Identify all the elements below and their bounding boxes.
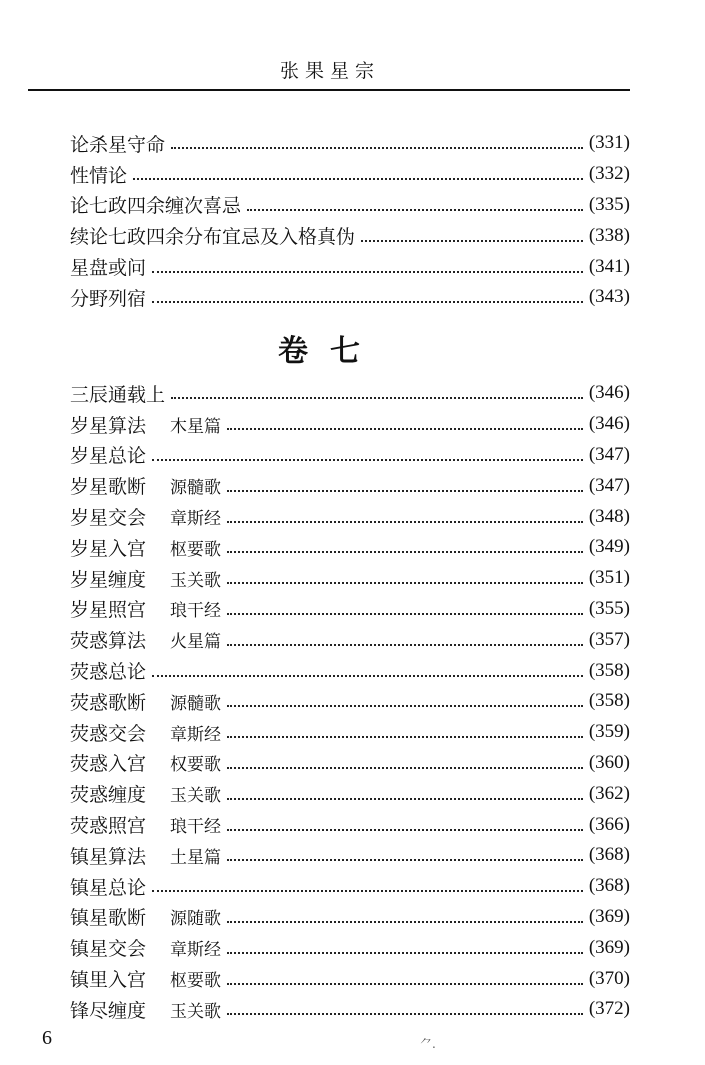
- toc-entry: [70, 624, 630, 655]
- toc-entry: [70, 409, 630, 440]
- toc-entry-subtitle: 源髓歌: [170, 478, 222, 499]
- toc-entry-page-number: (369): [588, 936, 630, 958]
- toc-entry-title: 荧惑歌断: [70, 691, 147, 714]
- toc-entry: [70, 440, 630, 471]
- stray-mark: ⺈.: [420, 1037, 436, 1051]
- dot-leader: [227, 644, 583, 646]
- toc-entry-title: 镇星总论: [70, 876, 147, 899]
- toc-entry: [70, 563, 630, 594]
- toc-entry: [70, 655, 630, 686]
- toc-entry-page-number: (338): [588, 224, 630, 246]
- dot-leader: [152, 890, 583, 892]
- toc-entry-page-number: (369): [588, 905, 630, 927]
- toc-entry: [70, 190, 630, 221]
- toc-entry-title: 荧惑照宫: [70, 815, 147, 838]
- toc-entry-subtitle: 琅干经: [170, 601, 222, 622]
- dot-leader: [227, 521, 583, 523]
- toc-entry: [70, 840, 630, 871]
- toc-entry-page-number: (343): [588, 286, 630, 308]
- toc-entry: [70, 809, 630, 840]
- toc-list-top: [70, 128, 630, 313]
- dot-leader: [227, 952, 583, 954]
- dot-leader: [227, 767, 583, 769]
- dot-leader: [227, 736, 583, 738]
- dot-leader: [227, 1013, 583, 1015]
- toc-entry-subtitle: 章斯经: [170, 509, 222, 530]
- toc-entry: [70, 871, 630, 902]
- toc-entry-title: 岁星照宫: [70, 599, 147, 622]
- toc-entry-title: 三辰通载上: [70, 383, 166, 406]
- toc-entry: [70, 594, 630, 625]
- toc-entry-title: 续论七政四余分布宜忌及入格真伪: [70, 226, 356, 249]
- toc-entry-title: 镇星歌断: [70, 907, 147, 930]
- toc-entry-page-number: (359): [588, 721, 630, 743]
- dot-leader: [361, 240, 583, 242]
- dot-leader: [227, 551, 583, 553]
- toc-entry-page-number: (358): [588, 690, 630, 712]
- toc-list-volume-7: [70, 378, 630, 1025]
- dot-leader: [227, 829, 583, 831]
- toc-entry: [70, 532, 630, 563]
- toc-entry: [70, 159, 630, 190]
- toc-entry-subtitle: 章斯经: [170, 724, 222, 745]
- dot-leader: [227, 613, 583, 615]
- toc-entry: [70, 963, 630, 994]
- toc-entry-page-number: (370): [588, 967, 630, 989]
- dot-leader: [171, 147, 583, 149]
- dot-leader: [152, 459, 583, 461]
- toc-entry-title: 荧惑算法: [70, 630, 147, 653]
- toc-entry: [70, 378, 630, 409]
- toc-entry-subtitle: 木星篇: [170, 416, 222, 437]
- toc-entry-subtitle: 玉关歌: [170, 1001, 222, 1022]
- dot-leader: [227, 921, 583, 923]
- toc-entry: [70, 282, 630, 313]
- toc-entry-title: 镇里入宫: [70, 969, 147, 992]
- toc-entry: [70, 902, 630, 933]
- toc-entry-subtitle: 枢要歌: [170, 539, 222, 560]
- toc-entry-title: 荧惑交会: [70, 722, 147, 745]
- toc-entry-title: 镇星交会: [70, 938, 147, 961]
- toc-entry-page-number: (355): [588, 597, 630, 619]
- dot-leader: [247, 209, 583, 211]
- toc-entry: [70, 778, 630, 809]
- toc-entry-page-number: (332): [588, 163, 630, 185]
- dot-leader: [227, 428, 583, 430]
- toc-entry-title: 荧惑入宫: [70, 753, 147, 776]
- dot-leader: [227, 490, 583, 492]
- toc-entry: [70, 128, 630, 159]
- section-title: 卷七: [278, 334, 382, 369]
- toc-entry-subtitle: 玉关歌: [170, 570, 222, 591]
- toc-entry-page-number: (331): [588, 132, 630, 154]
- toc-entry-page-number: (341): [588, 255, 630, 277]
- toc-entry-page-number: (347): [588, 474, 630, 496]
- toc-entry-page-number: (366): [588, 813, 630, 835]
- dot-leader: [227, 705, 583, 707]
- toc-entry-subtitle: 火星篇: [170, 632, 222, 653]
- toc-entry-title: 分野列宿: [70, 287, 147, 310]
- toc-entry-title: 岁星总论: [70, 445, 147, 468]
- dot-leader: [133, 178, 583, 180]
- toc-entry-title: 锋尽缠度: [70, 999, 147, 1022]
- running-header-title: 张果星宗: [279, 60, 380, 82]
- toc-entry: [70, 994, 630, 1025]
- toc-entry-subtitle: 源随歌: [170, 909, 222, 930]
- dot-leader: [227, 798, 583, 800]
- toc-entry-subtitle: 土星篇: [170, 847, 222, 868]
- dot-leader: [227, 859, 583, 861]
- toc-entry-page-number: (335): [588, 193, 630, 215]
- toc-entry-title: 岁星算法: [70, 414, 147, 437]
- toc-entry-page-number: (372): [588, 998, 630, 1020]
- toc-entry: [70, 220, 630, 251]
- toc-entry-subtitle: 章斯经: [170, 940, 222, 961]
- toc-entry: [70, 501, 630, 532]
- toc-entry-title: 岁星歌断: [70, 476, 147, 499]
- toc-entry-subtitle: 权要歌: [170, 755, 222, 776]
- toc-entry-page-number: (347): [588, 443, 630, 465]
- toc-entry-subtitle: 玉关歌: [170, 786, 222, 807]
- toc-entry-title: 荧惑总论: [70, 661, 147, 684]
- page-number: 6: [42, 1027, 52, 1049]
- toc-entry-page-number: (362): [588, 782, 630, 804]
- toc-entry-page-number: (368): [588, 844, 630, 866]
- toc-entry-subtitle: 枢要歌: [170, 971, 222, 992]
- dot-leader: [152, 301, 583, 303]
- toc-entry-page-number: (349): [588, 536, 630, 558]
- toc-entry-page-number: (357): [588, 628, 630, 650]
- header-rule: [28, 89, 630, 91]
- toc-entry-page-number: (351): [588, 567, 630, 589]
- toc-entry-title: 岁星入宫: [70, 537, 147, 560]
- toc-entry: [70, 686, 630, 717]
- toc-entry-subtitle: 琅干经: [170, 817, 222, 838]
- toc-entry-title: 镇星算法: [70, 845, 147, 868]
- toc-entry-page-number: (368): [588, 875, 630, 897]
- toc-entry: [70, 932, 630, 963]
- dot-leader: [171, 397, 583, 399]
- toc-entry-title: 星盘或问: [70, 257, 147, 280]
- dot-leader: [152, 675, 583, 677]
- toc-entry-title: 性情论: [70, 164, 128, 187]
- toc-entry-page-number: (346): [588, 382, 630, 404]
- toc-entry-page-number: (360): [588, 751, 630, 773]
- toc-entry: [70, 717, 630, 748]
- toc-entry-title: 论杀星守命: [70, 133, 166, 156]
- toc-entry-page-number: (346): [588, 413, 630, 435]
- toc-entry-page-number: (358): [588, 659, 630, 681]
- toc-entry-title: 论七政四余缠次喜忌: [70, 195, 242, 218]
- toc-entry-page-number: (348): [588, 505, 630, 527]
- toc-entry: [70, 748, 630, 779]
- toc-entry-title: 岁星交会: [70, 507, 147, 530]
- toc-entry-title: 荧惑缠度: [70, 784, 147, 807]
- toc-entry-title: 岁星缠度: [70, 568, 147, 591]
- toc-entry: [70, 470, 630, 501]
- dot-leader: [152, 271, 583, 273]
- dot-leader: [227, 582, 583, 584]
- toc-entry: [70, 251, 630, 282]
- dot-leader: [227, 983, 583, 985]
- toc-entry-subtitle: 源髓歌: [170, 693, 222, 714]
